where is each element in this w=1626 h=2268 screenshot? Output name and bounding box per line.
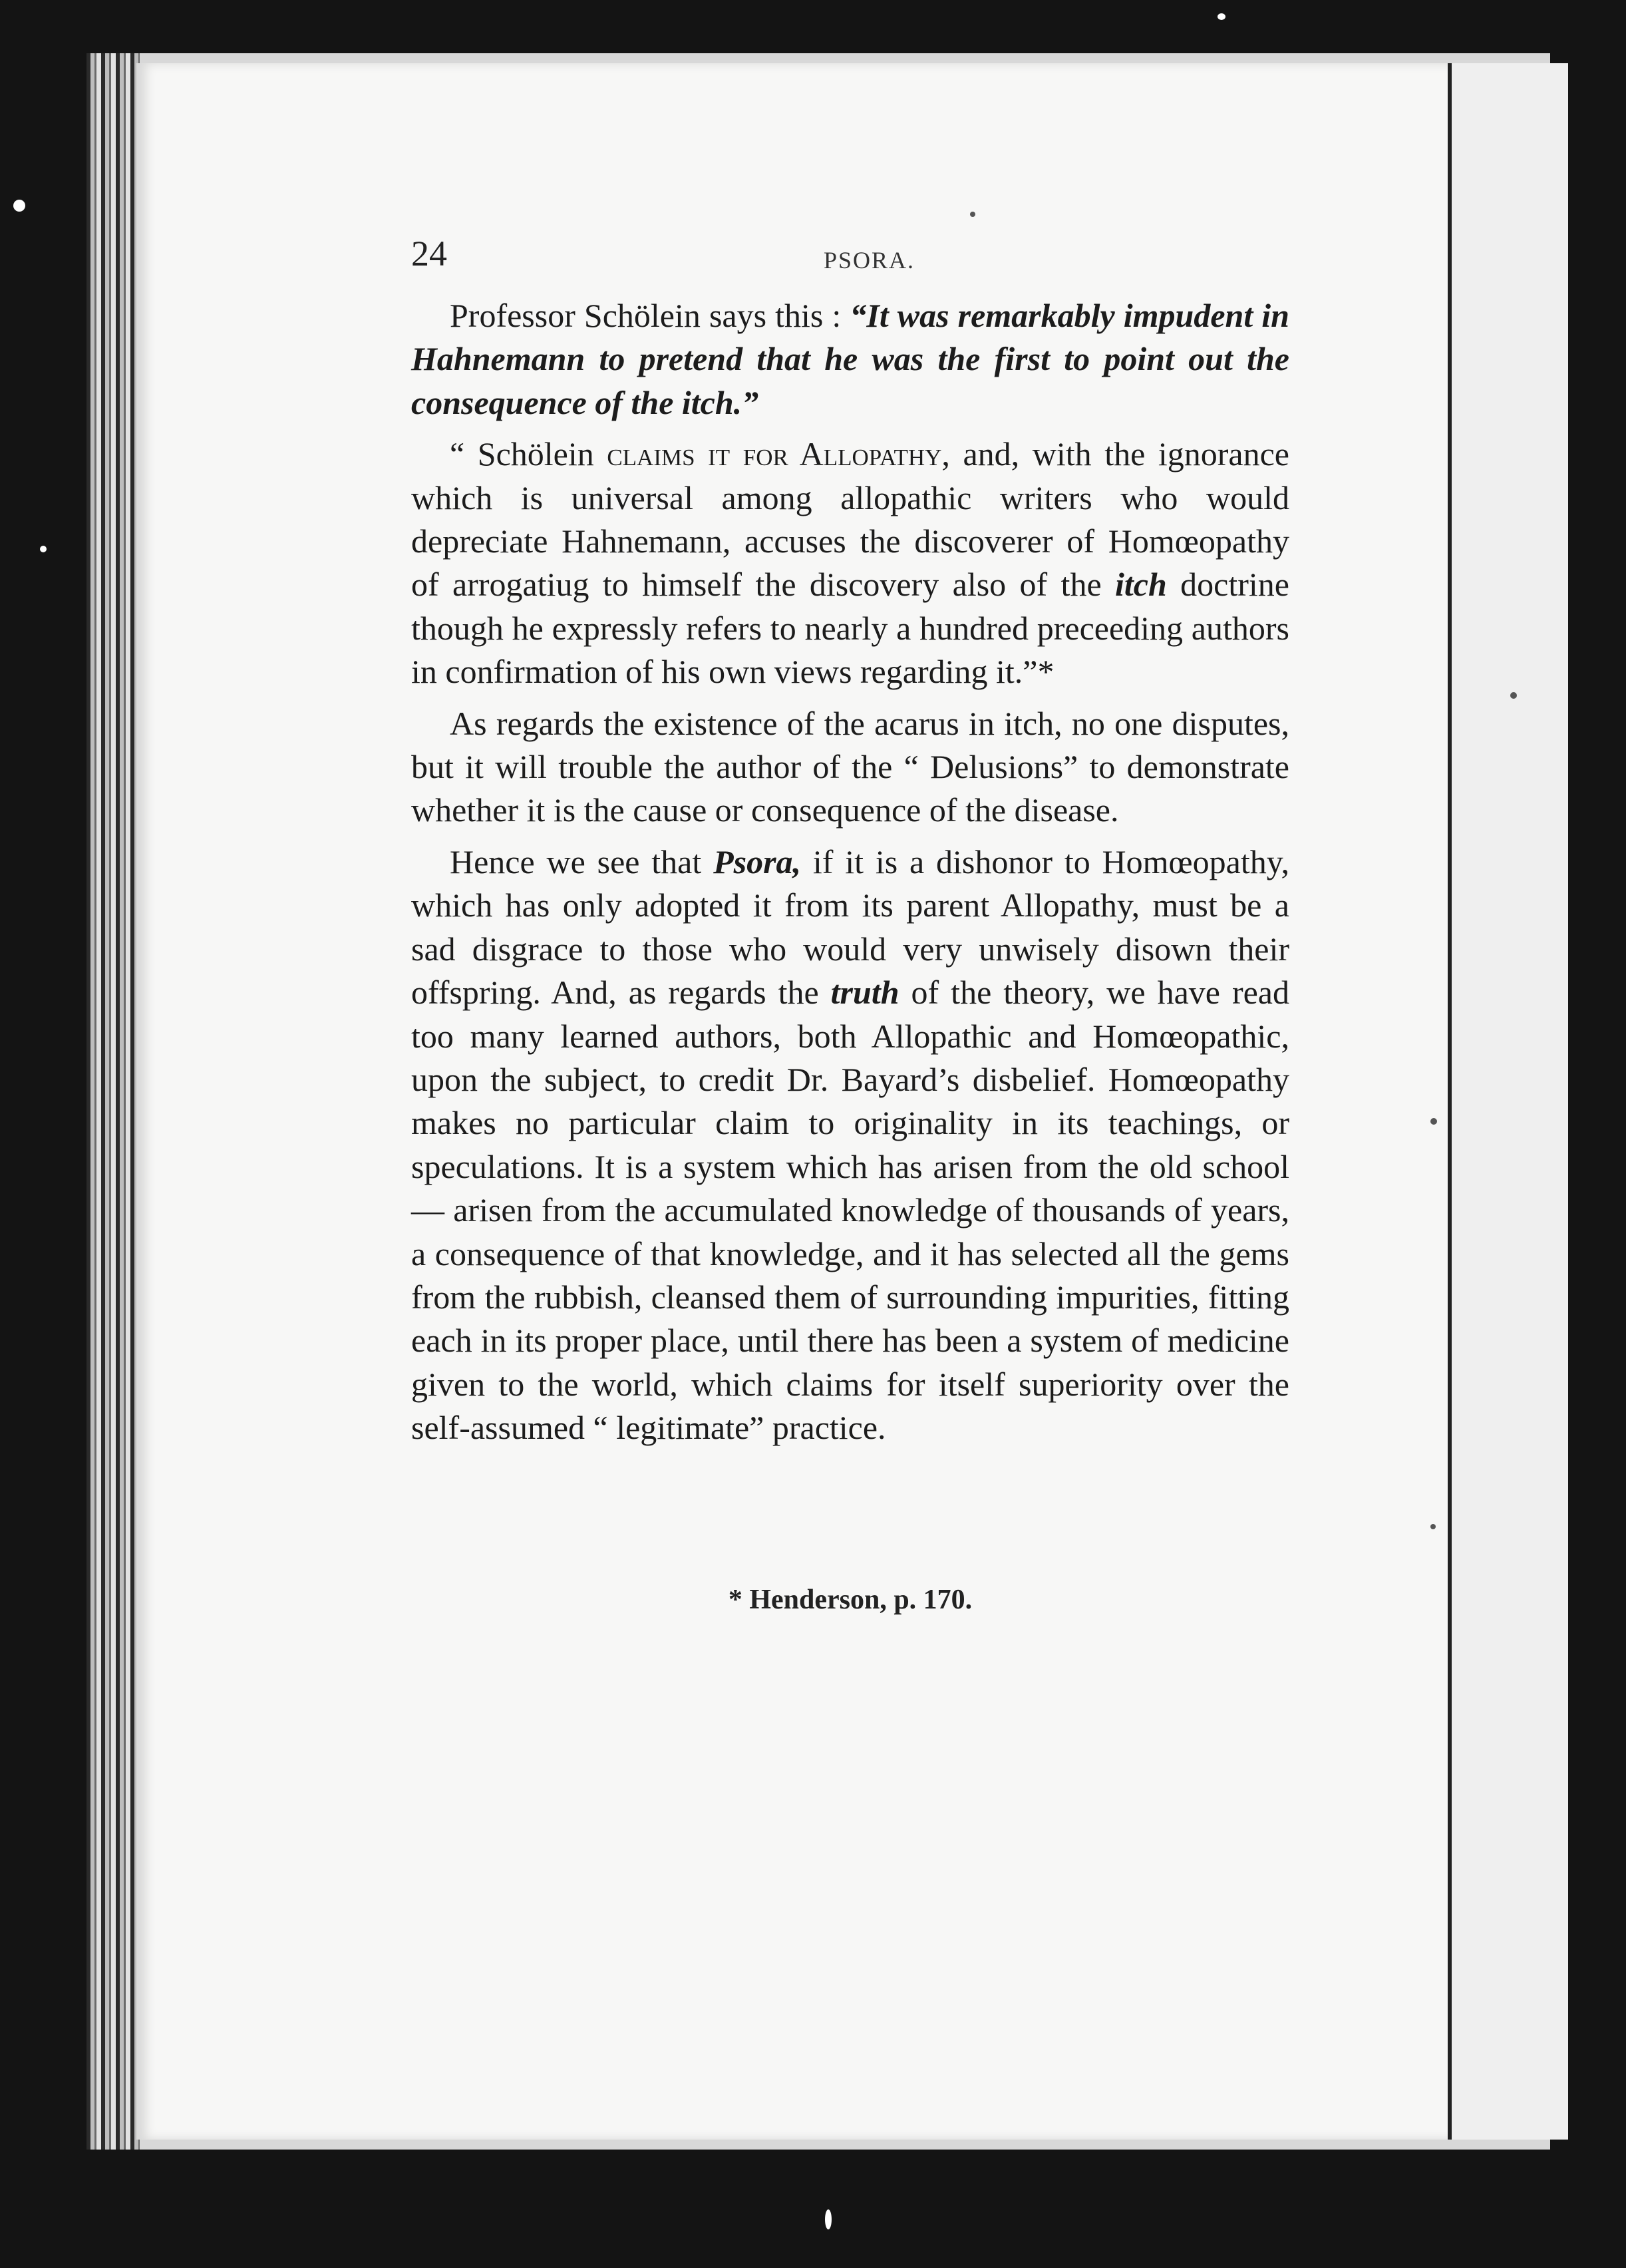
p2-text: , and, with the ignorance which is universal among allopathic writers who would depreciate Hahnemann, accuses the discoverer of Homœopathy of arrogatiug to himself the discovery also of the xyxy=(411,435,1289,604)
p3-text: As regards the existence of the acarus in itch, no one disputes, but it will trouble the author of the “ Delusions” to demonstrate whether it is the cause or consequence of the disease. xyxy=(411,704,1289,829)
book-page-edges xyxy=(86,53,140,2150)
page-speck xyxy=(1430,1118,1437,1125)
scan-speck xyxy=(825,2209,832,2229)
paragraph-schoelein-quote xyxy=(411,294,1289,425)
p4-a: Hence we see that xyxy=(450,843,714,880)
body-text xyxy=(411,294,1289,1458)
p4-truth: truth xyxy=(830,974,899,1012)
running-head xyxy=(411,233,1289,280)
p2-open: “ Schölein xyxy=(450,435,607,473)
p2-smallcaps: claims it for Allopathy xyxy=(607,435,942,473)
p4-psora: Psora, xyxy=(713,843,802,880)
running-title: PSORA. xyxy=(824,247,915,274)
scan-speck xyxy=(13,200,25,212)
p4-b: if it is a dishonor to Homœopathy, which has only adopted it from its parent Allopathy, must be a sad disgrace to those who would very unwisely disown their offspring. And, as regards the xyxy=(411,843,1289,1012)
paragraph-acarus xyxy=(411,702,1289,833)
scan-speck xyxy=(40,546,47,552)
paragraph-psora-conclusion xyxy=(411,841,1289,1450)
page-speck xyxy=(1430,1524,1436,1529)
page-speck xyxy=(970,212,975,217)
footnote: * Henderson, p. 170. xyxy=(728,1585,973,1615)
page-number: 24 xyxy=(411,234,447,274)
p1-quote: “It was remarkably impudent in Hahnemann to pretend that he was the first to point out the consequence of the itch.” xyxy=(411,297,1289,421)
facing-page-edge xyxy=(1448,63,1568,2140)
p2-close: doctrine though he expressly refers to nearly a hundred preceeding authors in confirmation of his own views regarding it.”* xyxy=(411,566,1289,691)
paragraph-allopathy-claim xyxy=(411,433,1289,693)
page-speck xyxy=(1510,692,1517,699)
scan-speck xyxy=(1218,13,1225,20)
p2-itch: itch xyxy=(1115,566,1167,604)
p4-c: of the theory, we have read too many learned authors, both Allopathic and Homœopathic, upon the subject, to credit Dr. Bayard’s disbelief. Homœopathy makes no particular claim to originality in its teachings, or speculations. It is a system which has arisen from the old school — arisen from the accumulated knowledge of thousands of years, a consequence of that knowledge, and it has selected all the gems from the rubbish, cleansed them of surrounding impurities, fitting each in its proper place, until there has been a system of medicine given to the world, which claims for itself superiority over the self-assumed “ legitimate” practice. xyxy=(411,974,1289,1447)
p1-lead: Professor Schölein says this : xyxy=(450,297,850,334)
